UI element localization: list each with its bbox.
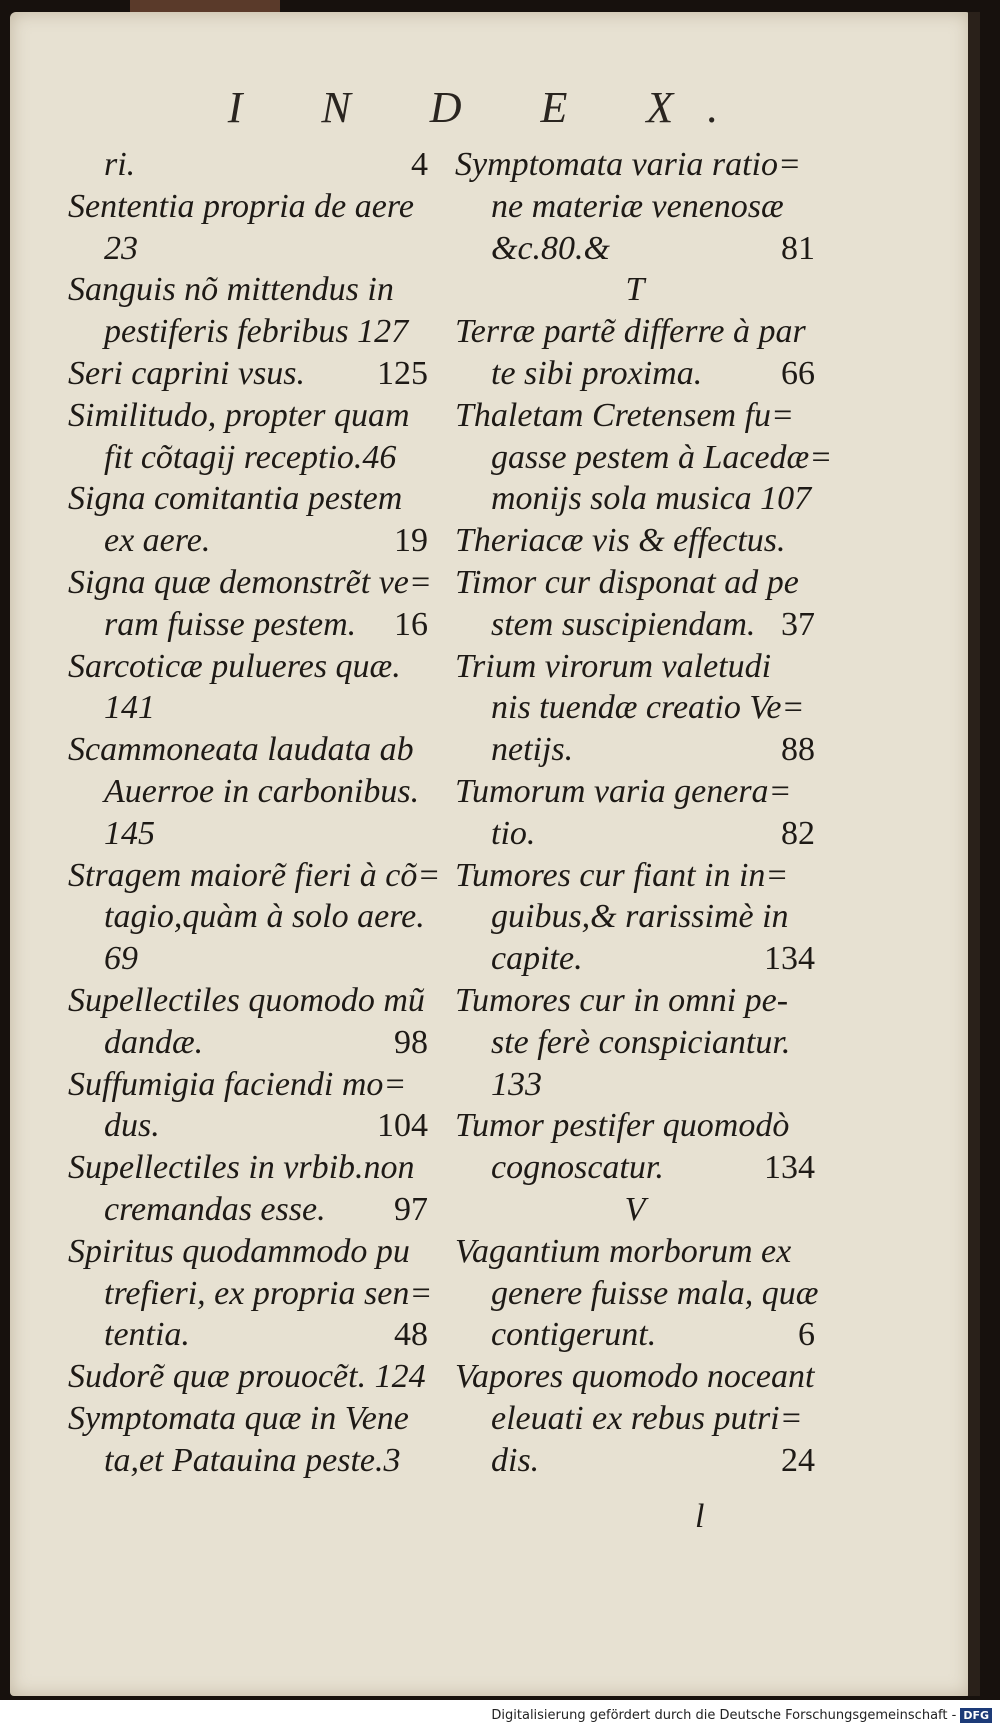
entry-text: Similitudo, propter quam (68, 396, 410, 434)
page-number: 104 (377, 1107, 428, 1145)
index-entry-line (68, 228, 428, 270)
index-entry-line (455, 144, 815, 186)
entry-text: Tumor pestifer quomodò (455, 1107, 790, 1145)
page-number: 19 (394, 522, 428, 560)
entry-text: Sarcoticæ pulueres quæ. (68, 647, 401, 685)
entry-text: stem suscipiendam. (491, 605, 756, 643)
index-entry-line (68, 1105, 428, 1147)
index-entry-line (68, 687, 428, 729)
index-entry-line (68, 1022, 428, 1064)
entry-text: Supellectiles in vrbib.non (68, 1149, 415, 1187)
entry-text: gasse pestem à Lacedæ= (491, 438, 833, 476)
index-entry-line (68, 520, 428, 562)
entry-text: Auerroe in carbonibus. (104, 772, 420, 810)
index-entry-line (455, 646, 815, 688)
entry-text: Stragem maiorẽ fieri à cõ= (68, 856, 441, 894)
entry-text: Symptomata varia ratio= (455, 146, 801, 183)
index-entry-line (68, 311, 428, 353)
entry-text: ex aere. (104, 522, 211, 560)
page-number: 98 (394, 1023, 428, 1061)
entry-text: Tumores cur in omni pe- (455, 981, 789, 1019)
entry-text: Scammoneata laudata ab (68, 731, 414, 769)
entry-text: Sententia propria de aere (68, 187, 414, 225)
index-entry-line (455, 938, 815, 980)
entry-text: eleuati ex rebus putri= (491, 1399, 803, 1437)
entry-text: fit cõtagij receptio.46 (104, 438, 397, 476)
index-entry-line (455, 729, 815, 771)
entry-text: 23 (104, 229, 138, 267)
index-entry-line (68, 1147, 428, 1189)
index-entry-line (68, 1356, 428, 1398)
index-entry-line (68, 1314, 428, 1356)
index-entry-line (455, 1398, 815, 1440)
index-entry-line (68, 1064, 428, 1106)
page-number: 48 (394, 1316, 428, 1354)
index-entry-line (455, 186, 815, 228)
index-entry-line (68, 186, 428, 228)
page-number: 6 (798, 1316, 815, 1354)
index-entry-line (455, 1314, 815, 1356)
index-entry-line (68, 980, 428, 1022)
entry-text: Terræ partẽ differre à par (455, 313, 806, 351)
page-number: 16 (394, 605, 428, 643)
entry-text: Theriacæ vis & effectus. (455, 522, 786, 560)
index-entry-line (455, 1356, 815, 1398)
index-entry-line (455, 1231, 815, 1273)
index-entry-line (68, 1273, 433, 1315)
index-entry-line (455, 520, 815, 562)
index-entry-line (68, 646, 428, 688)
entry-text: Tumores cur fiant in in= (455, 856, 789, 894)
entry-text: pestiferis febribus 127 (104, 313, 409, 351)
index-entry-line (455, 980, 815, 1022)
section-letter (455, 1189, 815, 1231)
index-entry-line (68, 269, 428, 311)
entry-text: Timor cur disponat ad pe (455, 563, 799, 601)
index-entry-line (68, 1440, 428, 1482)
index-entry-line (68, 604, 428, 646)
index-entry-line (68, 1398, 428, 1440)
entry-text: capite. (491, 940, 583, 978)
index-entry-line (455, 311, 815, 353)
index-entry-line (68, 144, 428, 186)
index-entry-line (68, 353, 428, 395)
entry-text: V (624, 1190, 646, 1228)
entry-text: tagio,quàm à solo aere. (104, 898, 425, 936)
index-entry-line (455, 1105, 815, 1147)
index-entry-line (455, 1022, 815, 1064)
page-number: 4 (411, 146, 428, 183)
index-entry-line (455, 353, 815, 395)
entry-text: ri. (104, 146, 136, 183)
index-entry-line (455, 1147, 815, 1189)
index-column-right (455, 144, 833, 1482)
entry-text: Signa comitantia pestem (68, 480, 403, 518)
entry-text: Tumorum varia genera= (455, 772, 792, 810)
page-number: 125 (377, 354, 428, 392)
index-entry-line (455, 771, 815, 813)
index-entry-line (68, 1189, 428, 1231)
page-number: 134 (764, 940, 815, 978)
entry-text: Vapores quomodo noceant (455, 1358, 815, 1396)
entry-text: Sudorẽ quæ prouocẽt. 124 (68, 1358, 426, 1396)
catchword: l (695, 1498, 705, 1535)
entry-text: Sanguis nõ mittendus in (68, 271, 394, 309)
entry-text: te sibi proxima. (491, 354, 703, 392)
entry-text: 145 (104, 814, 155, 852)
entry-text: guibus,& rarissimè in (491, 898, 789, 936)
entry-text: Vagantium morborum ex (455, 1232, 792, 1270)
entry-text: tentia. (104, 1316, 190, 1354)
index-entry-line (455, 1273, 819, 1315)
dfg-logo: DFG (960, 1708, 992, 1723)
index-column-left (68, 144, 441, 1482)
page-number: 82 (781, 814, 815, 852)
page-number: 134 (764, 1149, 815, 1187)
entry-text: cremandas esse. (104, 1190, 326, 1228)
page-number: 81 (781, 229, 815, 267)
entry-text: Thaletam Cretensem fu= (455, 396, 794, 434)
section-letter (455, 269, 815, 311)
index-entry-line (68, 896, 428, 938)
index-entry-line (455, 437, 833, 479)
entry-text: Seri caprini vsus. (68, 354, 306, 392)
entry-text: 69 (104, 940, 138, 978)
entry-text: trefieri, ex propria sen= (104, 1274, 433, 1312)
entry-text: netijs. (491, 731, 574, 769)
entry-text: T (625, 271, 645, 309)
index-entry-line (455, 1064, 815, 1106)
index-entry-line (455, 855, 815, 897)
index-entry-line (68, 395, 428, 437)
index-entry-line (455, 478, 815, 520)
index-entry-line (455, 687, 815, 729)
entry-text: Trium virorum valetudi (455, 647, 772, 685)
page-number: 97 (394, 1190, 428, 1228)
entry-text: dis. (491, 1441, 540, 1479)
index-entry-line (455, 604, 815, 646)
entry-text: 133 (491, 1065, 542, 1103)
entry-text: &c.80.& (491, 229, 610, 267)
page-edge (968, 12, 980, 1696)
entry-text: cognoscatur. (491, 1149, 664, 1187)
entry-text: Suffumigia faciendi mo= (68, 1065, 407, 1103)
page-number: 88 (781, 731, 815, 769)
entry-text: tio. (491, 814, 536, 852)
entry-text: dandæ. (104, 1023, 204, 1061)
index-entry-line (68, 437, 428, 479)
entry-text: ne materiæ venenosæ (491, 187, 784, 225)
entry-text: genere fuisse mala, quæ (491, 1274, 819, 1312)
book-page (10, 12, 970, 1696)
index-entry-line (455, 562, 815, 604)
page-number: 37 (781, 605, 815, 643)
index-entry-line (455, 813, 815, 855)
index-entry-line (455, 228, 815, 270)
index-entry-line (68, 1231, 428, 1273)
entry-text: Supellectiles quomodo mũ (68, 981, 425, 1019)
entry-text: ta,et Patauina peste.3 (104, 1441, 401, 1479)
entry-text: 141 (104, 689, 155, 727)
index-entry-line (455, 1440, 815, 1482)
footer-credit (491, 1708, 992, 1723)
index-entry-line (455, 395, 815, 437)
index-entry-line (68, 478, 428, 520)
entry-text: ram fuisse pestem. (104, 605, 357, 643)
page-number: 66 (781, 354, 815, 392)
entry-text: Signa quæ demonstrẽt ve= (68, 563, 432, 601)
page-header: I N D E X. (227, 83, 753, 132)
index-entry-line (68, 855, 441, 897)
entry-text: dus. (104, 1107, 160, 1145)
index-entry-line (68, 938, 428, 980)
index-entry-line (68, 771, 428, 813)
index-entry-line (455, 896, 815, 938)
entry-text: Symptomata quæ in Vene (68, 1399, 409, 1437)
entry-text: monijs sola musica 107 (491, 480, 812, 518)
page-number: 24 (781, 1441, 815, 1479)
index-entry-line (68, 562, 432, 604)
index-entry-line (68, 729, 428, 771)
entry-text: ste ferè conspiciantur. (491, 1023, 791, 1061)
footer-text: Digitalisierung gefördert durch die Deutsche Forschungsgemeinschaft - (491, 1708, 957, 1723)
entry-text: Spiritus quodammodo pu (68, 1232, 410, 1270)
entry-text: nis tuendæ creatio Ve= (491, 689, 805, 727)
index-entry-line (68, 813, 428, 855)
entry-text: contigerunt. (491, 1316, 657, 1354)
